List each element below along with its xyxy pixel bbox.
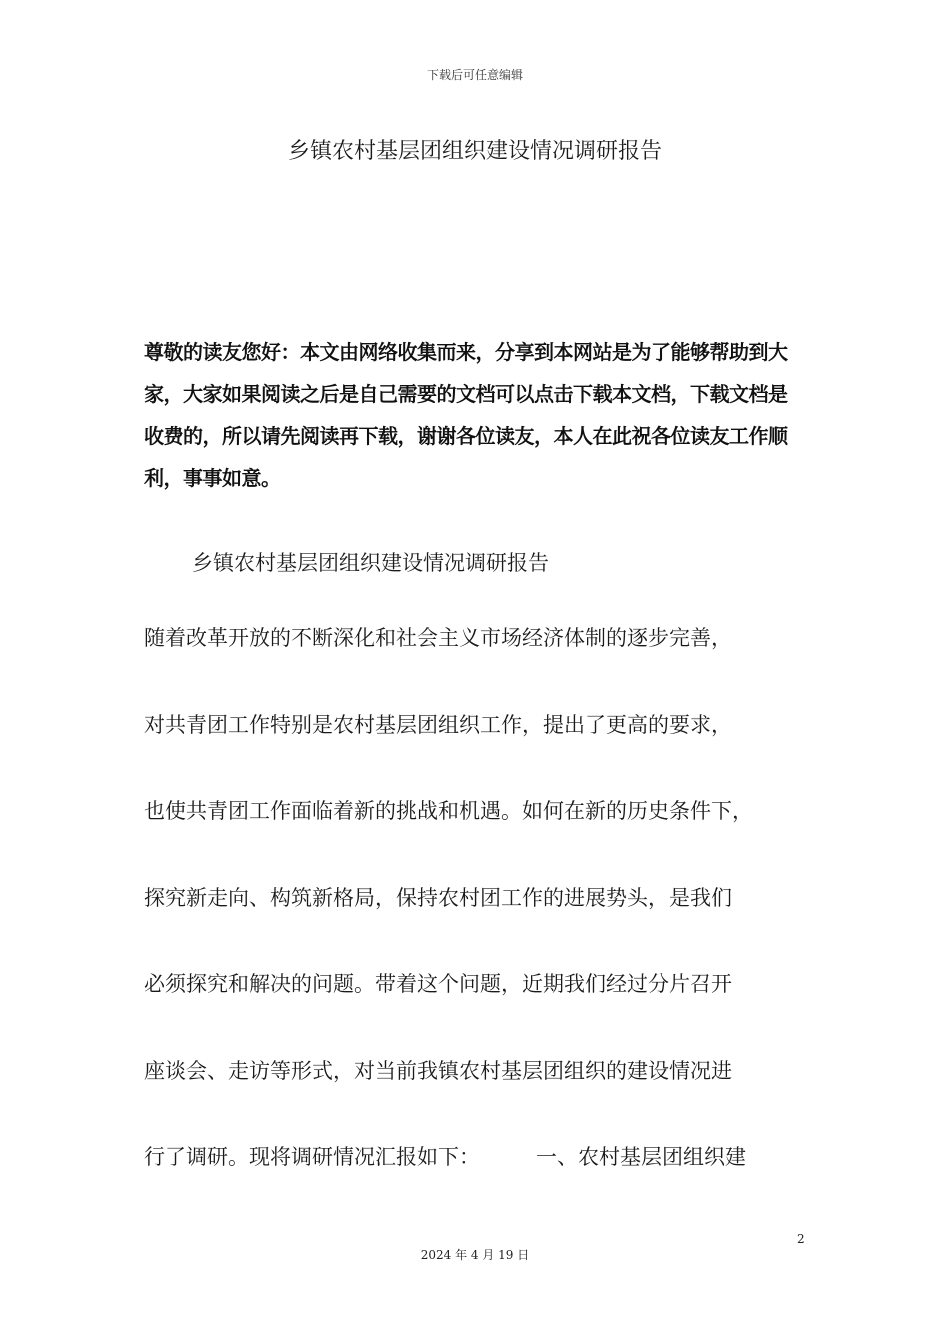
body-text [144,618,824,1224]
body-line: 对共青团工作特别是农村基层团组织工作，提出了更高的要求， [144,712,732,737]
body-line-last [144,1137,824,1224]
notice-line: 利，事事如意。 [144,466,281,490]
page-number: 2 [797,1232,805,1246]
reader-notice [144,331,804,499]
header-note: 下载后可任意编辑 [426,68,523,82]
notice-line: 家，大家如果阅读之后是自己需要的文档可以点击下载本文档，下载文档是 [144,382,788,406]
notice-line: 收费的，所以请先阅读再下载，谢谢各位读友，本人在此祝各位读友工作顺 [144,424,788,448]
document-title: 乡镇农村基层团组织建设情况调研报告 [287,139,662,164]
body-line: 随着改革开放的不断深化和社会主义市场经济体制的逐步完善， [144,626,732,650]
footer-date: 2024 年 4 月 19 日 [420,1248,530,1262]
body-line: 必须探究和解决的问题。带着这个问题，近期我们经过分片召开 [144,972,732,996]
section-subtitle: 乡镇农村基层团组织建设情况调研报告 [192,551,549,575]
body-line-last-left: 行了调研。现将调研情况汇报如下： [144,1145,480,1169]
body-line: 座谈会、走访等形式，对当前我镇农村基层团组织的建设情况进 [144,1058,732,1083]
section-heading-start: 一、农村基层团组织建 [536,1145,746,1169]
body-line: 也使共青团工作面临着新的挑战和机遇。如何在新的历史条件下， [144,799,753,823]
body-line: 探究新走向、构筑新格局，保持农村团工作的进展势头，是我们 [144,885,732,910]
notice-line: 尊敬的读友您好：本文由网络收集而来，分享到本网站是为了能够帮助到大 [144,340,788,364]
